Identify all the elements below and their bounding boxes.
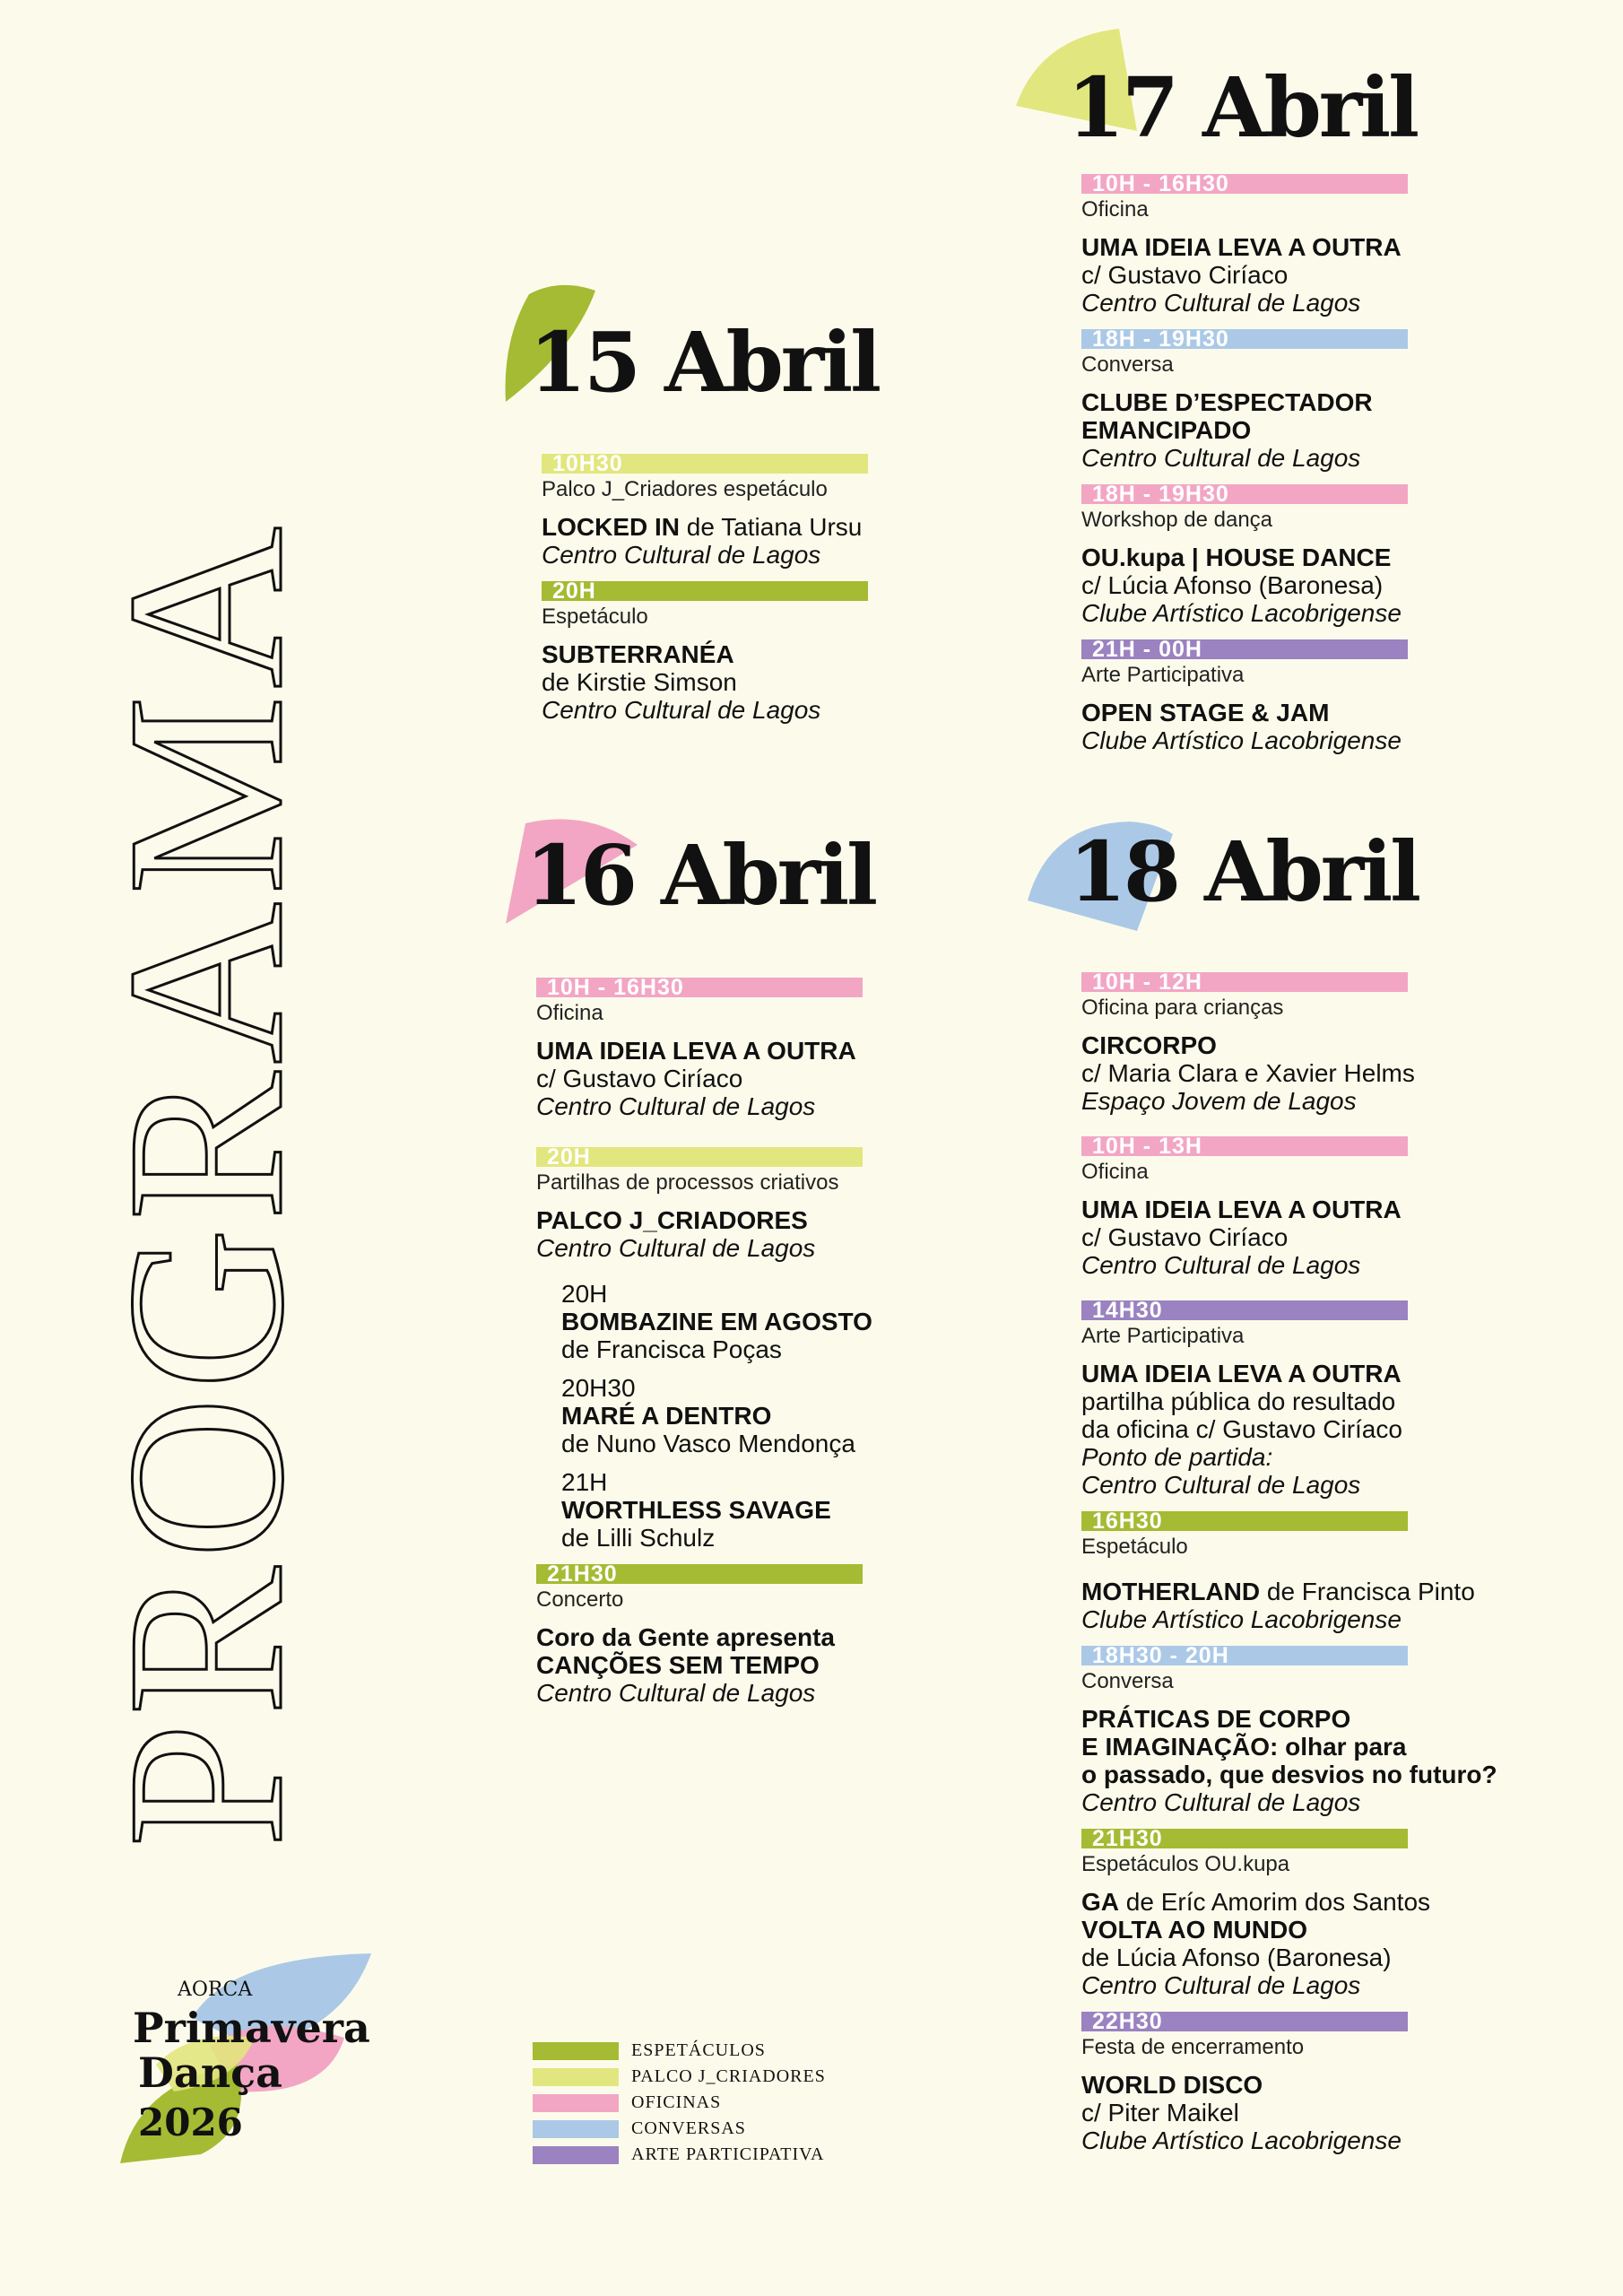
day-15-column	[542, 454, 868, 736]
logo-year: 2026	[138, 2100, 243, 2144]
event-item	[1081, 329, 1408, 472]
day-header-15	[502, 278, 880, 411]
sub-event-author: de Nuno Vasco Mendonça	[561, 1430, 855, 1457]
legend-swatch	[533, 2068, 619, 2086]
event-venue: Centro Cultural de Lagos	[542, 696, 821, 724]
logo-org: AORCA	[178, 1979, 253, 2001]
sub-event-time: 20H	[561, 1280, 608, 1308]
event-author: c/ Gustavo Ciríaco	[1081, 261, 1289, 289]
event-title: LOCKED IN	[542, 513, 680, 541]
time-bar: 18H30 - 20H	[1081, 1646, 1408, 1665]
time-bar: 18H - 19H30	[1081, 329, 1408, 349]
event-venue: Espaço Jovem de Lagos	[1081, 1087, 1357, 1115]
event-venue: Centro Cultural de Lagos	[1081, 1471, 1361, 1499]
event-title: CANÇÕES SEM TEMPO	[536, 1651, 820, 1679]
event-item	[536, 1147, 872, 1552]
event-venue: Centro Cultural de Lagos	[536, 1092, 816, 1120]
legend-item	[533, 2090, 826, 2116]
event-venue: Centro Cultural de Lagos	[542, 541, 821, 569]
event-category: Arte Participativa	[1081, 1324, 1245, 1348]
event-category: Palco J_Criadores espetáculo	[542, 477, 828, 501]
time-bar: 21H30	[536, 1564, 863, 1584]
event-item	[1081, 1829, 1497, 1999]
event-venue: Centro Cultural de Lagos	[1081, 289, 1361, 317]
event-category: Conversa	[1081, 1669, 1174, 1693]
event-venue: Clube Artístico Lacobrigense	[1081, 1605, 1402, 1633]
event-title: OU.kupa | HOUSE DANCE	[1081, 544, 1392, 571]
legend-label: ARTE PARTICIPATIVA	[631, 2144, 825, 2164]
time-bar: 21H - 00H	[1081, 639, 1408, 659]
event-category: Oficina	[536, 1001, 603, 1025]
event-title: SUBTERRANÉA	[542, 640, 734, 668]
time-bar: 16H30	[1081, 1511, 1408, 1531]
sub-event-time: 21H	[561, 1468, 608, 1496]
event-item	[536, 1564, 872, 1707]
event-item	[1081, 1511, 1497, 1633]
legend-swatch	[533, 2146, 619, 2164]
event-author: c/ Lúcia Afonso (Baronesa)	[1081, 571, 1384, 599]
event-item	[1081, 639, 1408, 754]
event-line: partilha pública do resultado	[1081, 1387, 1396, 1415]
sub-event-title: WORTHLESS SAVAGE	[561, 1496, 831, 1524]
event-title-pre: Coro da Gente apresenta	[536, 1623, 835, 1651]
event-author: de Francisca Pinto	[1260, 1578, 1475, 1605]
time-bar: 20H	[536, 1147, 863, 1167]
sub-event-title: MARÉ A DENTRO	[561, 1402, 772, 1430]
time-bar: 10H - 16H30	[536, 978, 863, 997]
event-category: Conversa	[1081, 352, 1174, 377]
time-bar: 10H - 13H	[1081, 1136, 1408, 1156]
event-title: CLUBE D’ESPECTADOR	[1081, 388, 1373, 416]
event-venue: Centro Cultural de Lagos	[1081, 444, 1361, 472]
sub-event-title: BOMBAZINE EM AGOSTO	[561, 1308, 872, 1335]
sub-event	[536, 1280, 872, 1363]
legend-swatch	[533, 2120, 619, 2138]
logo-line2: Dança	[138, 2048, 282, 2097]
sub-event-author: de Francisca Poças	[561, 1335, 782, 1363]
event-title: OPEN STAGE & JAM	[1081, 699, 1330, 726]
day-header-16	[499, 791, 876, 924]
day-18-column	[1081, 972, 1497, 2167]
event-category: Festa de encerramento	[1081, 2035, 1305, 2059]
event-category: Espetáculo	[542, 604, 648, 629]
legend-swatch	[533, 2094, 619, 2112]
event-title: UMA IDEIA LEVA A OUTRA	[536, 1037, 856, 1065]
event-venue: Clube Artístico Lacobrigense	[1081, 2126, 1402, 2154]
legend-item	[533, 2064, 826, 2090]
event-title-b: VOLTA AO MUNDO	[1081, 1916, 1307, 1944]
event-author: c/ Gustavo Ciríaco	[1081, 1223, 1289, 1251]
event-item	[1081, 174, 1408, 317]
time-bar: 14H30	[1081, 1300, 1408, 1320]
event-item	[1081, 484, 1408, 627]
event-venue: Centro Cultural de Lagos	[1081, 1788, 1361, 1816]
event-venue: Clube Artístico Lacobrigense	[1081, 726, 1402, 754]
event-category: Espetáculos OU.kupa	[1081, 1852, 1290, 1876]
sub-event-author: de Lilli Schulz	[561, 1524, 716, 1552]
event-author: de Tatiana Ursu	[680, 513, 863, 541]
logo-line1: Primavera	[133, 2004, 370, 2052]
event-author: c/ Maria Clara e Xavier Helms	[1081, 1059, 1415, 1087]
time-bar: 21H30	[1081, 1829, 1408, 1848]
sub-event	[536, 1468, 872, 1552]
event-category: Oficina	[1081, 1160, 1149, 1184]
day-title: 16 Abril	[525, 827, 876, 924]
time-bar: 10H - 16H30	[1081, 174, 1408, 194]
legend	[533, 2038, 826, 2168]
event-author: c/ Gustavo Ciríaco	[536, 1065, 743, 1092]
event-category: Workshop de dança	[1081, 508, 1273, 532]
event-venue: Centro Cultural de Lagos	[1081, 1251, 1361, 1279]
event-title: MOTHERLAND	[1081, 1578, 1261, 1605]
event-item	[1081, 1646, 1497, 1816]
event-item	[1081, 1136, 1497, 1279]
event-title: WORLD DISCO	[1081, 2071, 1263, 2099]
event-venue: Clube Artístico Lacobrigense	[1081, 599, 1402, 627]
event-category: Oficina	[1081, 197, 1149, 222]
event-author-b: de Lúcia Afonso (Baronesa)	[1081, 1944, 1392, 1971]
event-venue: Centro Cultural de Lagos	[536, 1234, 816, 1262]
legend-item	[533, 2142, 826, 2168]
event-author: de Eríc Amorim dos Santos	[1119, 1888, 1431, 1916]
time-bar: 20H	[542, 581, 868, 601]
event-author: de Kirstie Simson	[542, 668, 737, 696]
event-title: PALCO J_CRIADORES	[536, 1206, 808, 1234]
festival-logo	[120, 1948, 380, 2172]
day-17-column	[1081, 174, 1408, 767]
event-category: Partilhas de processos criativos	[536, 1170, 839, 1195]
sub-event	[536, 1374, 872, 1457]
legend-label: CONVERSAS	[631, 2118, 746, 2138]
page-title: PROGRAMA	[82, 519, 330, 1848]
event-item	[542, 454, 868, 569]
event-title: UMA IDEIA LEVA A OUTRA	[1081, 1360, 1402, 1387]
day-title: 18 Abril	[1069, 823, 1419, 920]
day-16-column	[536, 978, 872, 1719]
event-item	[1081, 1300, 1497, 1499]
day-title: 15 Abril	[529, 314, 880, 411]
event-title: UMA IDEIA LEVA A OUTRA	[1081, 233, 1402, 261]
event-item	[542, 581, 868, 724]
event-author: c/ Piter Maikel	[1081, 2099, 1239, 2126]
event-title: CIRCORPO	[1081, 1031, 1217, 1059]
event-category: Concerto	[536, 1587, 624, 1612]
time-bar: 10H30	[542, 454, 868, 474]
legend-item	[533, 2038, 826, 2064]
event-venue-pre: Ponto de partida:	[1081, 1443, 1273, 1471]
event-category: Arte Participativa	[1081, 663, 1245, 687]
day-header-18	[1022, 787, 1419, 920]
time-bar: 18H - 19H30	[1081, 484, 1408, 504]
event-venue: Centro Cultural de Lagos	[1081, 1971, 1361, 1999]
event-line: da oficina c/ Gustavo Ciríaco	[1081, 1415, 1402, 1443]
legend-item	[533, 2116, 826, 2142]
event-item	[1081, 972, 1497, 1115]
event-category: Espetáculo	[1081, 1535, 1188, 1559]
event-title: PRÁTICAS DE CORPO	[1081, 1705, 1351, 1733]
legend-label: ESPETÁCULOS	[631, 2040, 766, 2060]
day-title: 17 Abril	[1067, 59, 1418, 156]
event-title: UMA IDEIA LEVA A OUTRA	[1081, 1196, 1402, 1223]
legend-label: OFICINAS	[631, 2092, 722, 2112]
time-bar: 10H - 12H	[1081, 972, 1408, 992]
event-title-2: E IMAGINAÇÃO: olhar para	[1081, 1733, 1407, 1761]
legend-label: PALCO J_CRIADORES	[631, 2066, 826, 2086]
event-title-3: o passado, que desvios no futuro?	[1081, 1761, 1497, 1788]
event-venue: Centro Cultural de Lagos	[536, 1679, 816, 1707]
event-item	[1081, 2012, 1497, 2154]
sub-event-time: 20H30	[561, 1374, 636, 1402]
event-title: GA	[1081, 1888, 1119, 1916]
day-header-17	[1013, 20, 1418, 156]
time-bar: 22H30	[1081, 2012, 1408, 2031]
event-item	[536, 978, 872, 1120]
event-title-2: EMANCIPADO	[1081, 416, 1252, 444]
legend-swatch	[533, 2042, 619, 2060]
event-category: Oficina para crianças	[1081, 996, 1284, 1020]
